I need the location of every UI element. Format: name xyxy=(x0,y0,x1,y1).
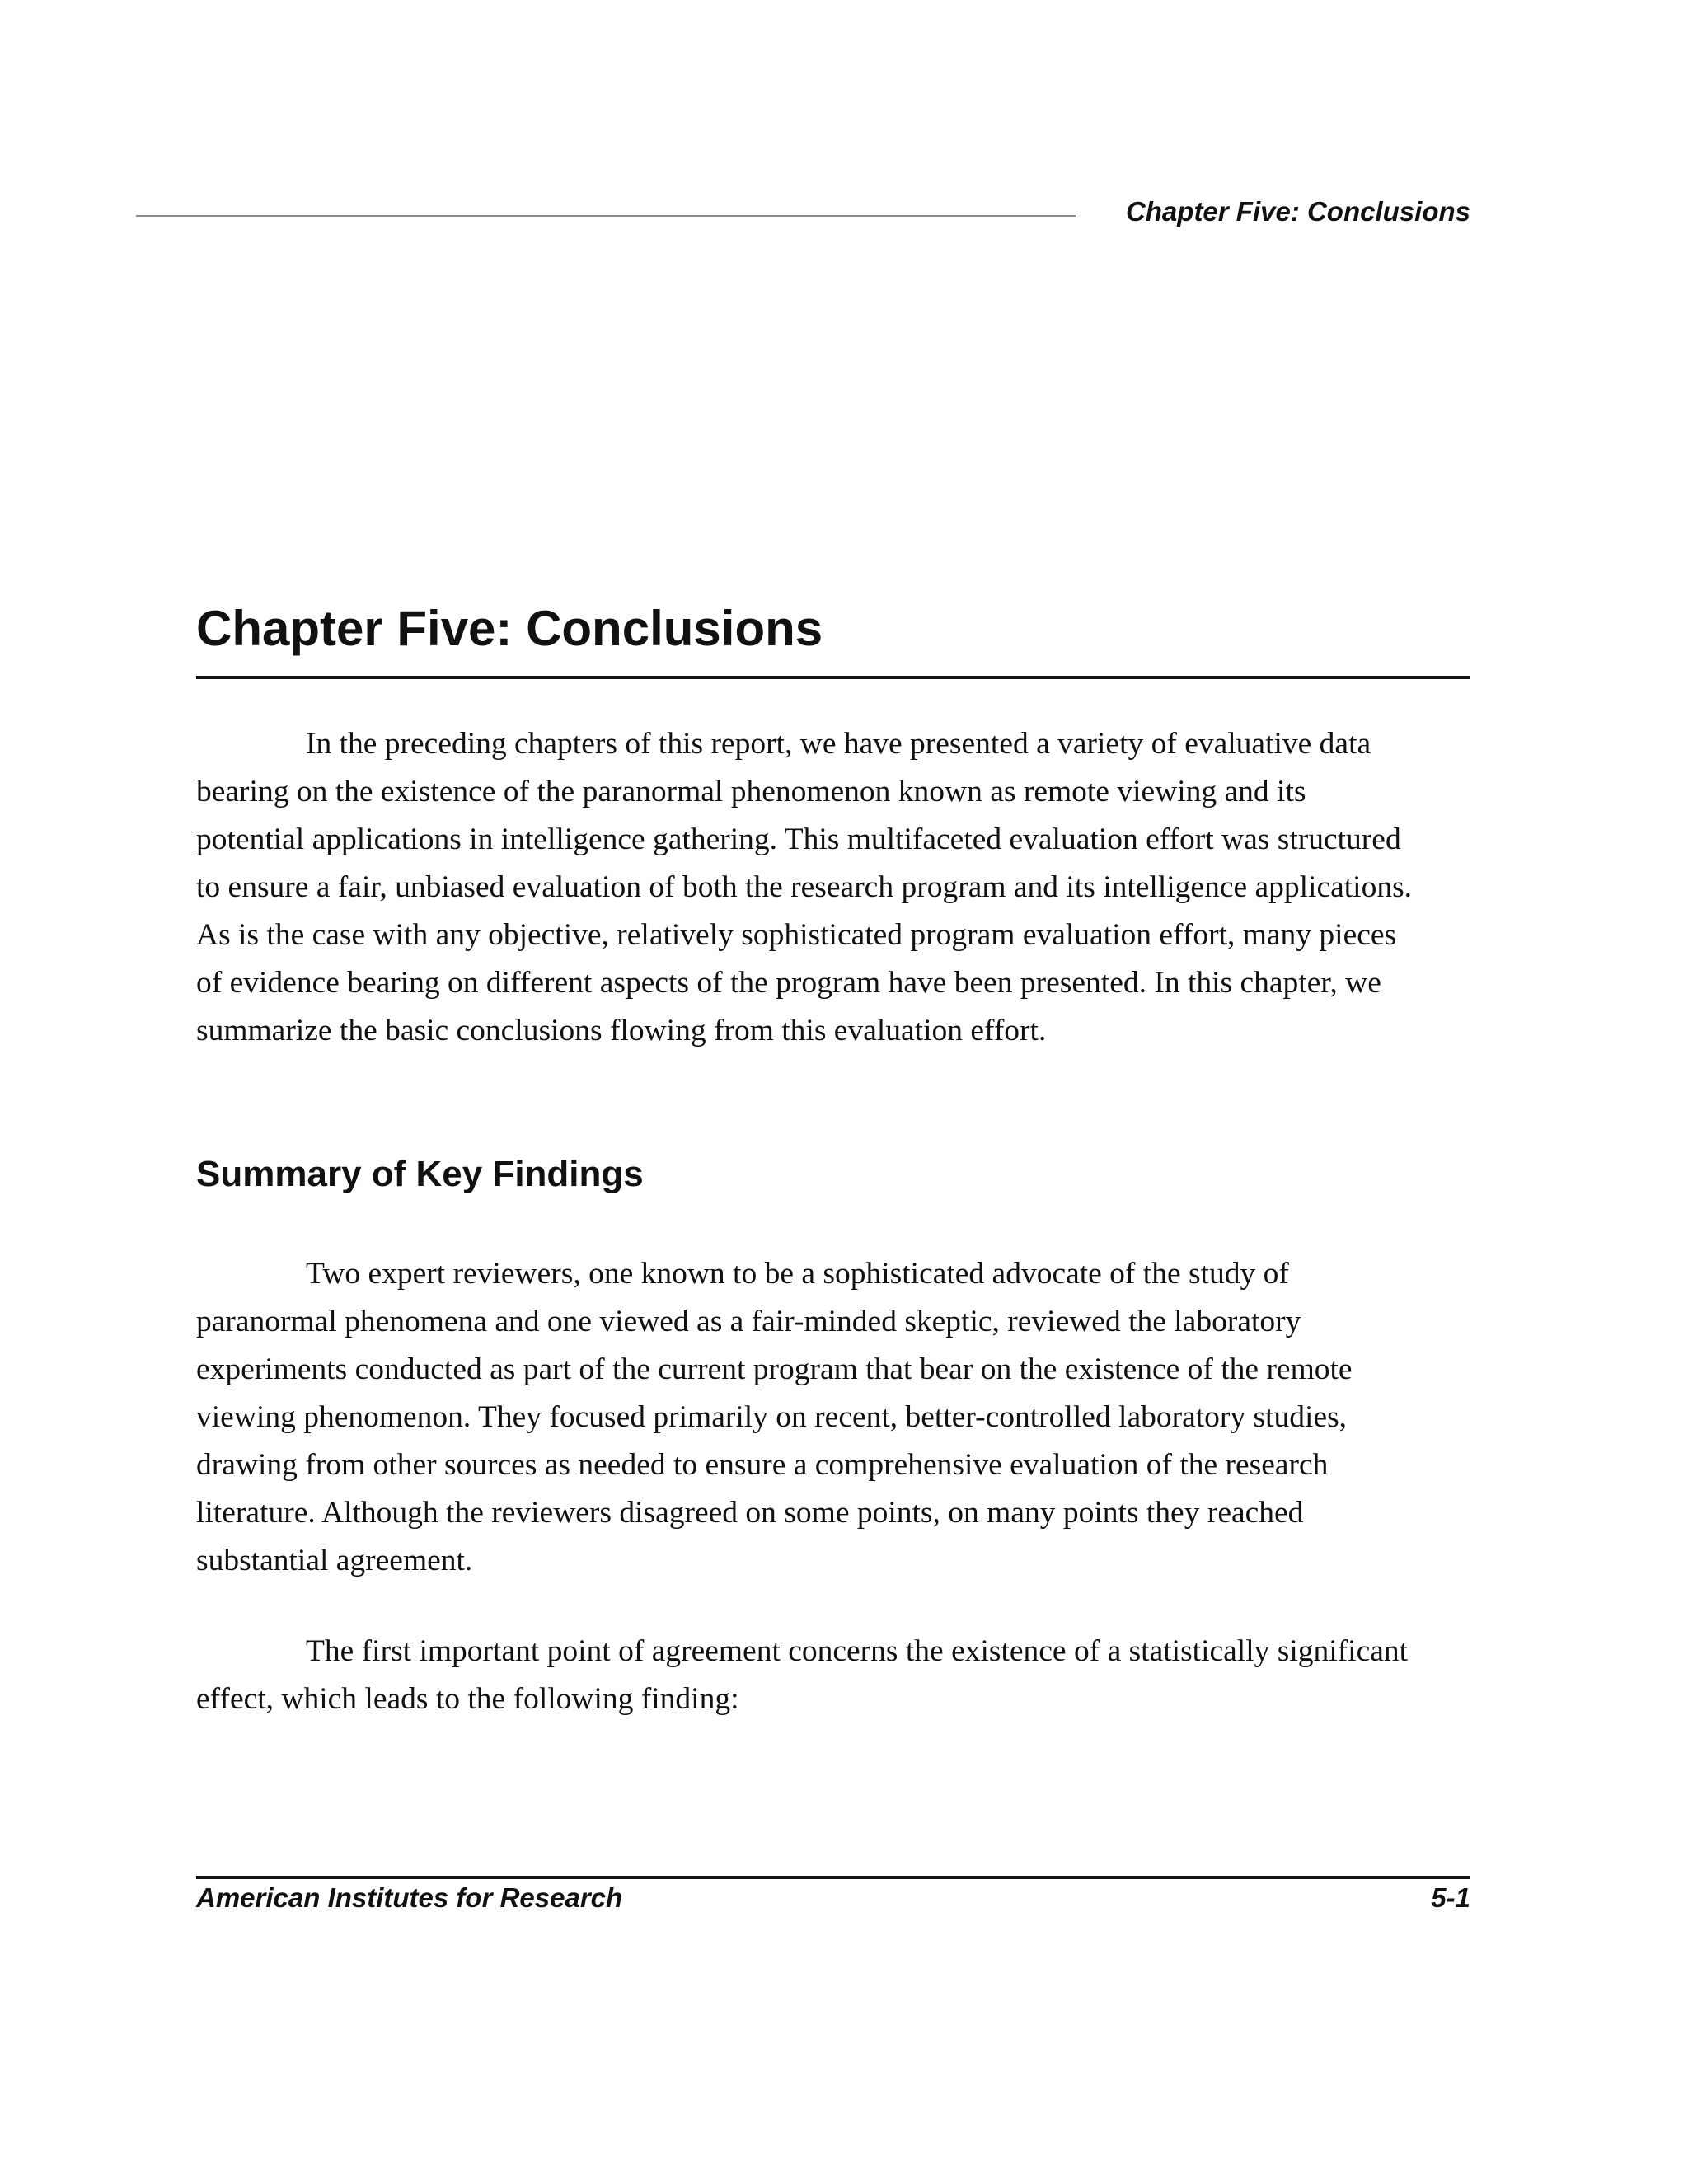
footer-organization: American Institutes for Research xyxy=(196,1882,623,1913)
section-heading: Summary of Key Findings xyxy=(196,1154,644,1194)
body-paragraph-reviewers: Two expert reviewers, one known to be a sophisticated advocate of the study of paranormal phenomena and one viewed as a fair-minded skeptic, reviewed the laboratory experiments conducted as part of the current program that bear on the existence of the remote viewing phenomenon. They focused primarily on recent, better-controlled laboratory studies, drawing from other sources as needed to ensure a comprehensive evaluation of the research literature. Although the reviewers disagreed on some points, on many points they reached substantial agreement. xyxy=(196,1257,1353,1577)
body-paragraph-intro: In the preceding chapters of this report, we have presented a variety of evaluative data bearing on the existence of the paranormal phenomenon known as remote viewing and its potential applications in intelligence gathering. This multifaceted evaluation effort was structured to ensure a fair, unbiased evaluation of both the research program and its intelligence applications. As is the case with any objective, relatively sophisticated program evaluation effort, many pieces of evidence bearing on different aspects of the program have been presented. In this chapter, we summarize the basic conclusions flowing from this evaluation effort. xyxy=(196,727,1413,1047)
chapter-title: Chapter Five: Conclusions xyxy=(196,601,823,656)
running-header-title: Chapter Five: Conclusions xyxy=(1125,196,1470,227)
body-paragraph-agreement: The first important point of agreement concerns the existence of a statistically significant effect, which leads to the following finding: xyxy=(196,1634,1409,1716)
header-rule xyxy=(136,215,1076,217)
chapter-title-rule xyxy=(196,676,1470,679)
footer-rule xyxy=(196,1876,1470,1879)
footer-page-number: 5-1 xyxy=(1431,1882,1470,1913)
